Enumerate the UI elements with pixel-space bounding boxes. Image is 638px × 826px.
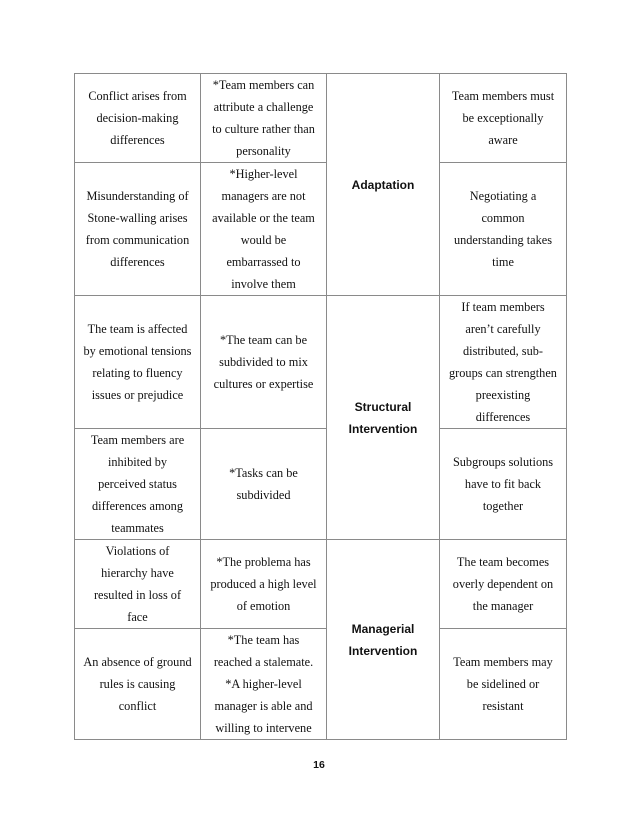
complication-cell: Team members must be exceptionally aware <box>440 74 567 163</box>
complication-cell: The team becomes overly dependent on the manager <box>440 540 567 629</box>
strategy-cell-managerial-intervention: Managerial Intervention <box>327 540 440 740</box>
complication-cell: If team members aren’t carefully distributed, sub- groups can strengthen preexisting differences <box>440 296 567 429</box>
condition-cell: *Higher-level managers are not available or the team would be embarrassed to involve them <box>201 163 327 296</box>
condition-cell: *The problema has produced a high level of emotion <box>201 540 327 629</box>
table-row <box>75 629 567 740</box>
condition-cell: *Tasks can be subdivided <box>201 429 327 540</box>
table-row <box>75 74 567 163</box>
table-row <box>75 296 567 429</box>
table-row <box>75 163 567 296</box>
table-row <box>75 540 567 629</box>
problem-cell: An absence of ground rules is causing conflict <box>75 629 201 740</box>
problem-cell: Conflict arises from decision-making differences <box>75 74 201 163</box>
strategy-cell-adaptation: Adaptation <box>327 74 440 296</box>
complication-cell: Negotiating a common understanding takes time <box>440 163 567 296</box>
problem-cell: Team members are inhibited by perceived status differences among teammates <box>75 429 201 540</box>
condition-cell: *The team can be subdivided to mix cultures or expertise <box>201 296 327 429</box>
table-row <box>75 429 567 540</box>
problem-cell: Violations of hierarchy have resulted in loss of face <box>75 540 201 629</box>
complication-cell: Team members may be sidelined or resistant <box>440 629 567 740</box>
condition-cell: *Team members can attribute a challenge to culture rather than personality <box>201 74 327 163</box>
problem-cell: The team is affected by emotional tensions relating to fluency issues or prejudice <box>75 296 201 429</box>
complication-cell: Subgroups solutions have to fit back together <box>440 429 567 540</box>
strategy-cell-structural-intervention: Structural Intervention <box>327 296 440 540</box>
strategy-table <box>74 73 567 740</box>
condition-cell: *The team has reached a stalemate. *A higher-level manager is able and willing to intervene <box>201 629 327 740</box>
problem-cell: Misunderstanding of Stone-walling arises from communication differences <box>75 163 201 296</box>
page-number: 16 <box>313 759 325 771</box>
